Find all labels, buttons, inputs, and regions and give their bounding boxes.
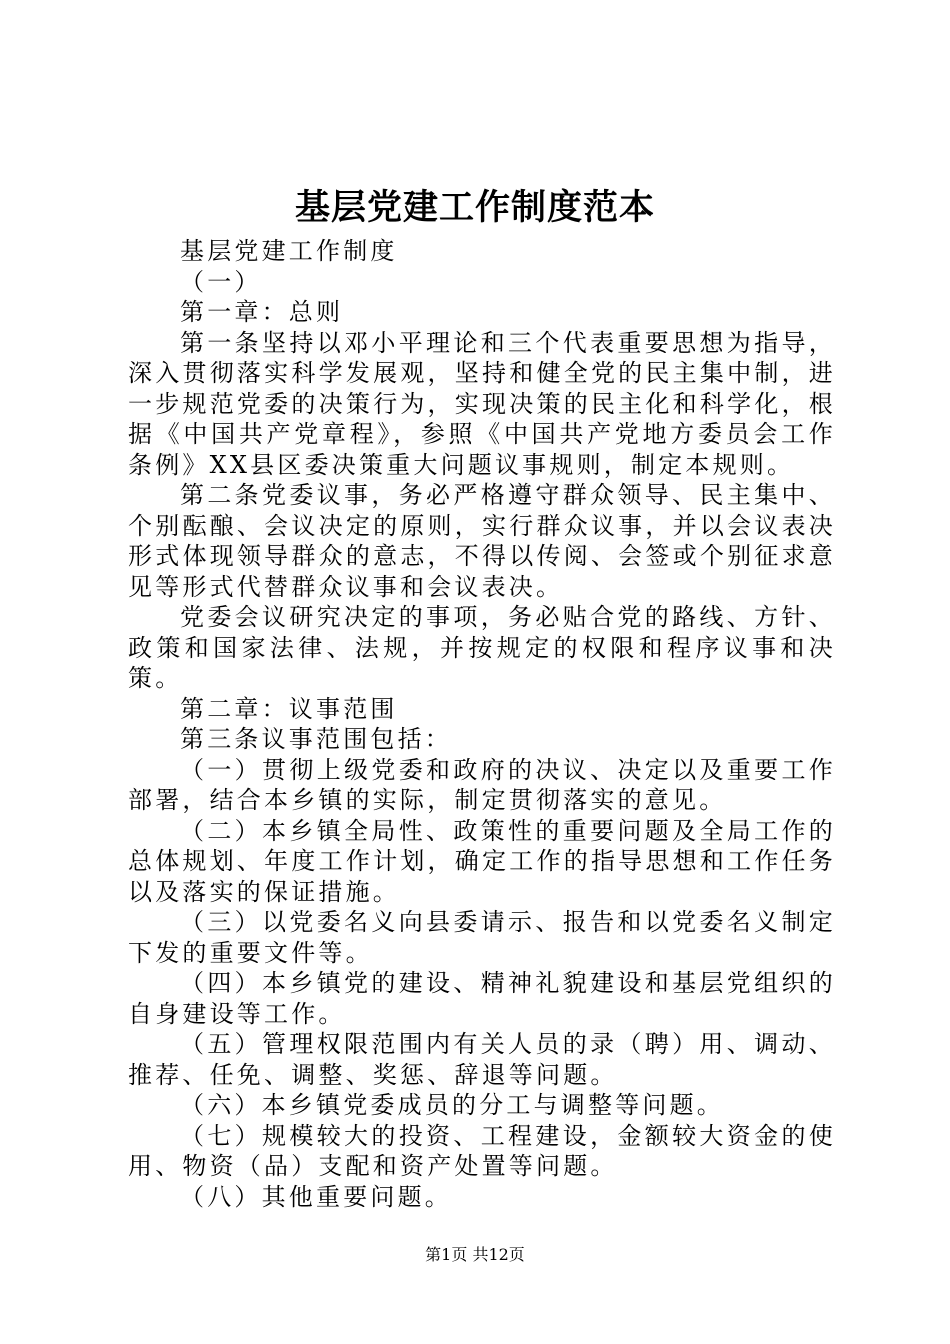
page-number-footer: 第1页 共12页 bbox=[425, 1245, 525, 1264]
list-item: （六）本乡镇党委成员的分工与调整等问题。 bbox=[180, 1091, 724, 1119]
paragraph-article-3: 第三条议事范围包括： bbox=[180, 725, 452, 753]
list-item: （三）以党委名义向县委请示、报告和以党委名义制定下发的重要文件等。 bbox=[128, 908, 836, 967]
paragraph-section-number: （一） bbox=[180, 267, 262, 296]
list-item: （八）其他重要问题。 bbox=[180, 1182, 452, 1211]
document-body bbox=[128, 236, 836, 1212]
paragraph-article-2: 第二条党委议事，务必严格遵守群众领导、民主集中、个别酝酿、会议决定的原则，实行群众议事，并以会议表决形式体现领导群众的意志，不得以传阅、会签或个别征求意见等形式代替群众议事和会议表决。 bbox=[128, 481, 836, 601]
document-title: 基层党建工作制度范本 bbox=[294, 187, 655, 228]
list-item: （一）贯彻上级党委和政府的决议、决定以及重要工作部署，结合本乡镇的实际，制定贯彻落实的意见。 bbox=[128, 755, 836, 814]
list-item: （七）规模较大的投资、工程建设，金额较大资金的使用、物资（品）支配和资产处置等问题。 bbox=[128, 1121, 836, 1180]
chapter-heading: 第二章：议事范围 bbox=[180, 694, 398, 723]
list-item: （四）本乡镇党的建设、精神礼貌建设和基层党组织的自身建设等工作。 bbox=[128, 969, 836, 1028]
paragraph-article-1: 第一条坚持以邓小平理论和三个代表重要思想为指导，深入贯彻落实科学发展观，坚持和健全党的民主集中制，进一步规范党委的决策行为，实现决策的民主化和科学化，根据《中国共产党章程》，参照《中国共产党地方委员会工作条例》XX县区委决策重大问题议事规则，制定本规则。 bbox=[128, 328, 836, 479]
paragraph-article-2-cont: 党委会议研究决定的事项，务必贴合党的路线、方针、政策和国家法律、法规，并按规定的权限和程序议事和决策。 bbox=[128, 603, 836, 692]
list-item: （二）本乡镇全局性、政策性的重要问题及全局工作的总体规划、年度工作计划，确定工作的指导思想和工作任务以及落实的保证措施。 bbox=[128, 816, 836, 906]
list-item: （五）管理权限范围内有关人员的录（聘）用、调动、推荐、任免、调整、奖惩、辞退等问题。 bbox=[128, 1030, 836, 1089]
chapter-heading: 第一章：总则 bbox=[180, 298, 344, 326]
paragraph-heading: 基层党建工作制度 bbox=[180, 237, 398, 265]
